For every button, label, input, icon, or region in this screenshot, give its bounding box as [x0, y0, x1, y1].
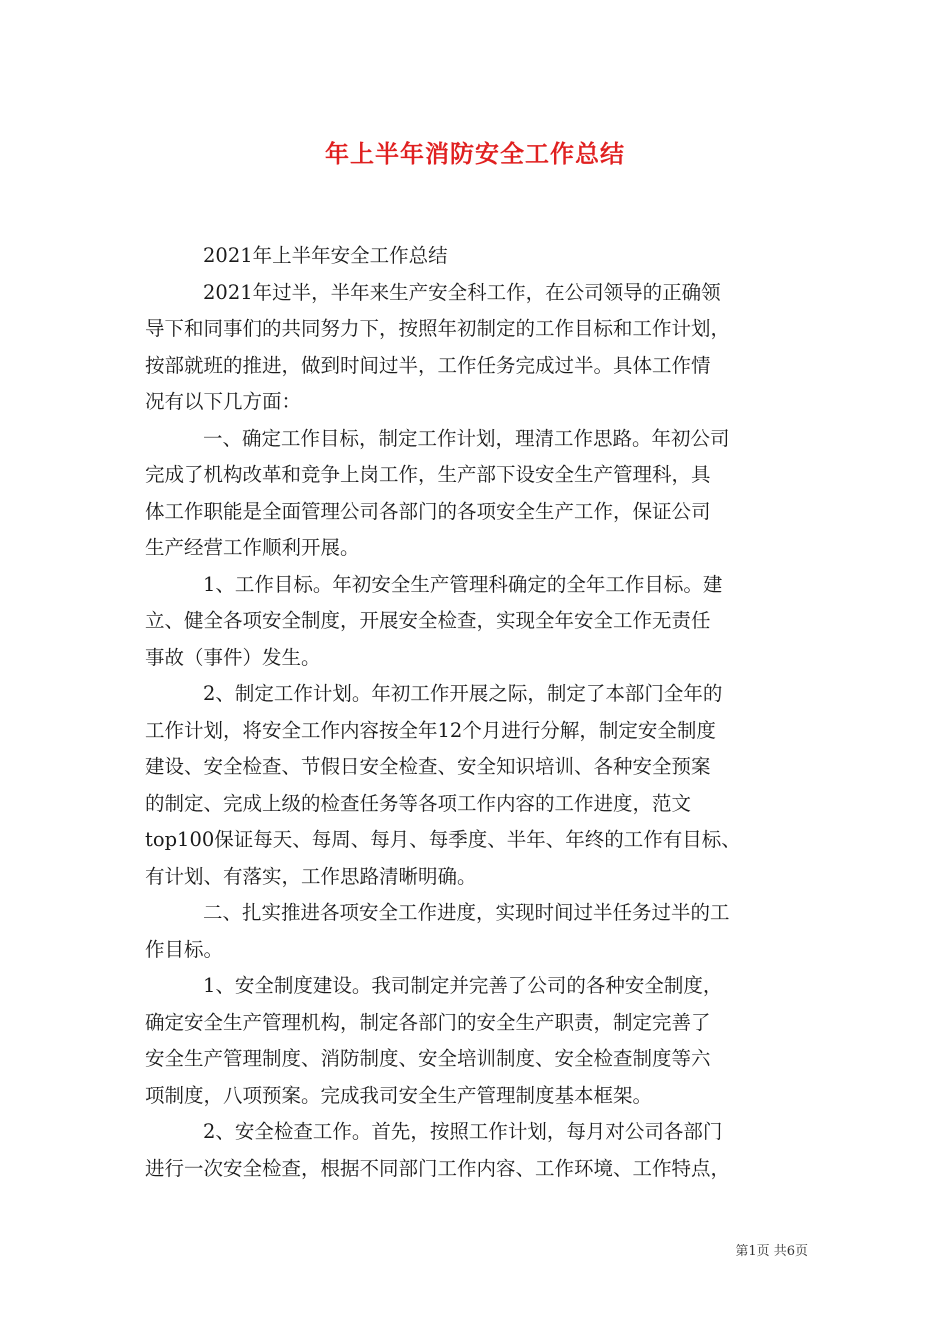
body-line: 有计划、有落实，工作思路清晰明确。 [145, 864, 477, 888]
body-line: 按部就班的推进，做到时间过半，工作任务完成过半。具体工作情 [145, 353, 711, 377]
body-line: 生产经营工作顺利开展。 [145, 536, 360, 559]
body-line: 确定安全生产管理机构，制定各部门的安全生产职责，制定完善了 [145, 1010, 711, 1034]
body-line: 2021年过半，半年来生产安全科工作，在公司领导的正确领 [203, 280, 721, 304]
body-line: 1、工作目标。年初安全生产管理科确定的全年工作目标。建 [203, 572, 723, 596]
body-line: 2、制定工作计划。年初工作开展之际，制定了本部门全年的 [203, 682, 723, 705]
body-line: 立、健全各项安全制度，开展安全检查，实现全年安全工作无责任 [145, 609, 711, 632]
document-body [145, 238, 810, 1187]
body-line: 二、扎实推进各项安全工作进度，实现时间过半任务过半的工 [203, 901, 730, 924]
body-line: top100保证每天、每周、每月、每季度、半年、年终的工作有目标、 [145, 828, 741, 851]
body-line: 安全生产管理制度、消防制度、安全培训制度、安全检查制度等六 [145, 1047, 711, 1070]
body-line: 2、安全检查工作。首先，按照工作计划，每月对公司各部门 [203, 1120, 723, 1143]
body-line: 建设、安全检查、节假日安全检查、安全知识培训、各种安全预案 [145, 755, 711, 778]
body-line: 体工作职能是全面管理公司各部门的各项安全生产工作，保证公司 [145, 499, 711, 523]
body-line: 况有以下几方面： [145, 390, 302, 413]
document-title: 年上半年消防安全工作总结 [325, 140, 625, 168]
body-line: 1、安全制度建设。我司制定并完善了公司的各种安全制度， [203, 974, 723, 997]
body-line: 作目标。 [145, 937, 224, 961]
body-line: 的制定、完成上级的检查任务等各项工作内容的工作进度，范文 [145, 791, 692, 815]
document-subtitle: 2021年上半年安全工作总结 [203, 244, 448, 267]
body-line: 工作计划，将安全工作内容按全年12个月进行分解，制定安全制度 [145, 718, 716, 742]
page-number: 第1页 共6页 [735, 1244, 808, 1259]
body-line: 完成了机构改革和竞争上岗工作，生产部下设安全生产管理科，具 [145, 463, 711, 486]
body-line: 一、确定工作目标，制定工作计划，理清工作思路。年初公司 [203, 426, 730, 450]
body-line: 事故（事件）发生。 [145, 645, 321, 669]
body-line: 进行一次安全检查，根据不同部门工作内容、工作环境、工作特点， [145, 1156, 731, 1180]
body-line: 项制度，八项预案。完成我司安全生产管理制度基本框架。 [145, 1083, 653, 1107]
body-line: 导下和同事们的共同努力下，按照年初制定的工作目标和工作计划， [145, 317, 731, 340]
